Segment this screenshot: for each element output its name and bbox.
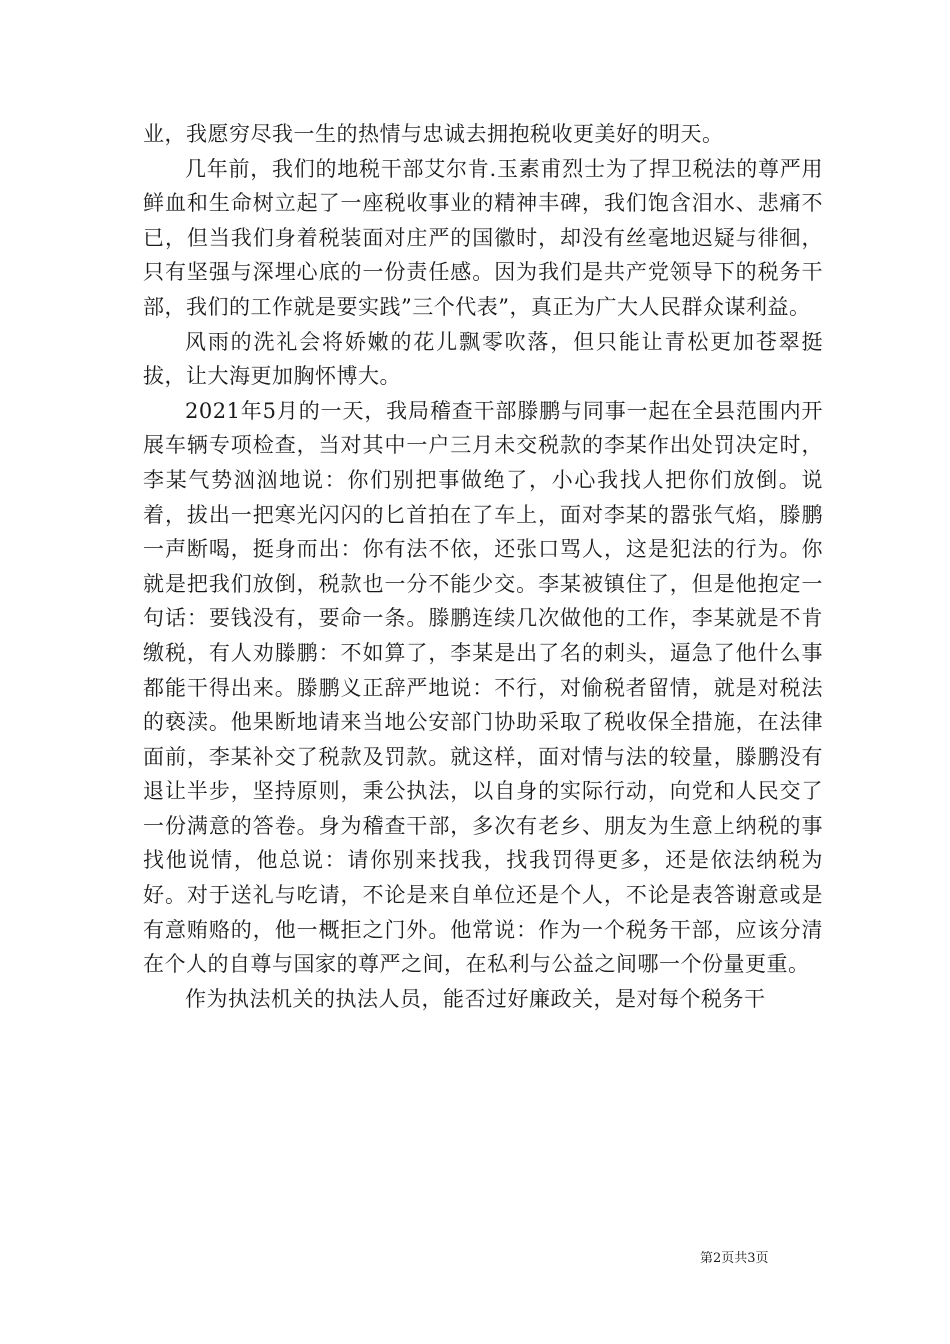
page-number-footer: 第2页共3页 <box>700 1251 769 1266</box>
paragraph-martyr: 几年前，我们的地税干部艾尔肯.玉素甫烈士为了捍卫税法的尊严用鲜血和生命树立起了一座税收事业的精神丰碑，我们饱含泪水、悲痛不已，但当我们身着税装面对庄严的国徽时，却没有丝毫地迟疑与徘徊，只有坚强与深埋心底的一份责任感。因为我们是共产党领导下的税务干部，我们的工作就是要实践”三个代表”，真正为广大人民群众谋利益。 <box>143 156 823 319</box>
paragraph-continued: 业，我愿穷尽我一生的热情与忠诚去拥抱税收更美好的明天。 <box>143 122 724 146</box>
paragraph-storm: 风雨的洗礼会将娇嫩的花儿飘零吹落，但只能让青松更加苍翠挺拔，让大海更加胸怀博大。 <box>143 329 823 389</box>
paragraph-integrity: 作为执法机关的执法人员，能否过好廉政关，是对每个税务干 <box>185 986 766 1011</box>
document-body <box>143 117 823 1016</box>
paragraph-tengpeng-story: 2021年5月的一天，我局稽查干部滕鹏与同事一起在全县范围内开展车辆专项检查，当对其中一户三月未交税款的李某作出处罚决定时，李某气势汹汹地说：你们别把事做绝了，小心我找人把你们放倒。说着，拔出一把寒光闪闪的匕首拍在了车上，面对李某的嚣张气焰，滕鹏一声断喝，挺身而出：你有法不依，还张口骂人，这是犯法的行为。你就是把我们放倒，税款也一分不能少交。李某被镇住了，但是他抱定一句话：要钱没有，要命一条。滕鹏连续几次做他的工作，李某就是不肯缴税，有人劝滕鹏：不如算了，李某是出了名的刺头，逼急了他什么事都能干得出来。滕鹏义正辞严地说：不行，对偷税者留情，就是对税法的亵渎。他果断地请来当地公安部门协助采取了税收保全措施，在法律面前，李某补交了税款及罚款。就这样，面对情与法的较量，滕鹏没有退让半步，坚持原则，秉公执法，以自身的实际行动，向党和人民交了一份满意的答卷。身为稽查干部，多次有老乡、朋友为生意上纳税的事找他说情，他总说：请你别来找我，找我罚得更多，还是依法纳税为好。对于送礼与吃请，不论是来自单位还是个人，不论是表答谢意或是有意贿赂的，他一概拒之门外。他常说：作为一个税务干部，应该分清在个人的自尊与国家的尊严之间，在私利与公益之间哪一个份量更重。 <box>143 398 823 977</box>
